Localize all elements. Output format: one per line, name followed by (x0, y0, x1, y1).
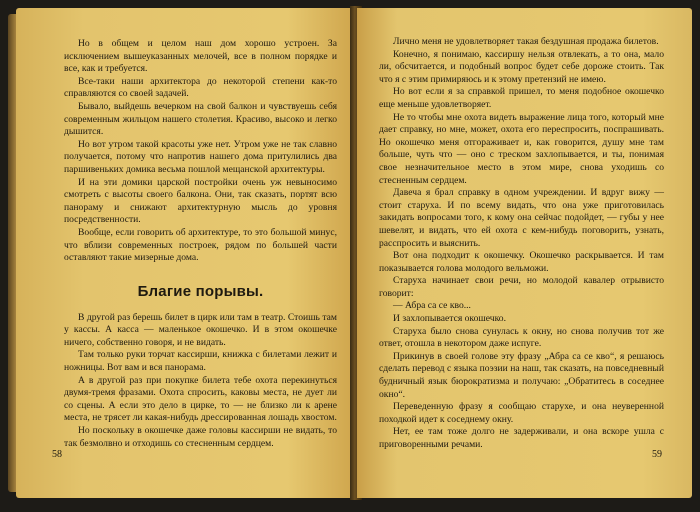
section-title: Благие порывы. (137, 282, 264, 300)
paragraph: Переведенную фразу я сообщаю старухе, и она неуверенной походкой идет к соседнему окну. (379, 401, 664, 425)
left-top-text (64, 38, 337, 265)
left-page (16, 8, 355, 498)
paragraph: Вот она подходит к окошечку. Окошечко раскрывается. И там показывается голова молодого вельможи. (379, 250, 664, 274)
paragraph: Вообще, если говорить об архитектуре, то это большой минус, что вблизи современных построек, рядом по большей части оставляют такие мизерные дома. (64, 226, 337, 264)
page-number: 59 (652, 449, 662, 460)
page-number: 58 (52, 449, 62, 460)
right-text (379, 36, 664, 452)
paragraph: Но в общем и целом наш дом хорошо устроен. За исключением вышеуказанных мелочей, все в полном порядке и все, как и требуется. (64, 38, 337, 75)
left-bottom-text (64, 312, 337, 451)
paragraph: В другой раз берешь билет в цирк или там в театр. Стоишь там у кассы. А касса — маленькое окошечко. И в этом окошечке ничего, собственно говоря, и не видать. (64, 311, 337, 348)
paragraph: Прикинув в своей голове эту фразу „Абра са се кво“, я решаюсь сделать перевод с языка поэзии на наш, так сказать, на повседневный будничный язык бюрократизма и получаю: „Обратитесь в соседнее окно“. (379, 350, 664, 400)
paragraph: Бывало, выйдешь вечерком на свой балкон и чувствуешь себя современным жильцом нашего столетия. Красиво, высоко и легко дышится. (64, 100, 337, 138)
paragraph: И захлопывается окошечко. (393, 313, 507, 325)
paragraph: Но вот если я за справкой пришел, то меня подобное окошечко еще меньше удовлетворяет. (379, 86, 664, 110)
paragraph: Нет, ее там тоже долго не задерживали, и она вскоре ушла с приговоренными речами. (379, 426, 664, 450)
paragraph: Все-таки наши архитектора до некоторой степени как-то справляются со своей задачей. (64, 75, 337, 100)
right-page (357, 8, 692, 498)
paragraph: Конечно, я понимаю, кассиршу нельзя отвлекать, а то она, мало ли, обсчитается, и подобный вопрос будет себе дороже стоить. Так что я с этим примиряюсь и к этому претензий не имею. (379, 48, 664, 85)
paragraph: — Абра са се кво... (393, 300, 471, 312)
paragraph: Но поскольку в окошечке даже головы кассирши не видать, то так безмолвно и отходишь со стесненным сердцем. (64, 425, 337, 449)
paragraph: Давеча я брал справку в одном учреждении. И вдруг вижу — стоит старуха. И по всему видать, что она уже приготовилась закидать вопросами того, к кому она сейчас подойдет, — губы у нее шевелят, и видать, что ей охота с кем-нибудь поговорить, узнать, расспросить и выяснить. (379, 187, 664, 249)
paragraph: Не то чтобы мне охота видеть выражение лица того, который мне дает справку, но мне, может, охота его переспросить, поспрашивать. Но окошечко меня отгораживает и, как говорится, душу мне там больше, чуть что — оно с треском захлопывается, и ты, понимая свое незначительное место в этом мире, снова уходишь со стесненным сердцем. (379, 111, 664, 186)
paragraph: А в другой раз при покупке билета тебе охота перекинуться двумя-тремя фразами. Охота спросить, каковы места, не дует ли со сцены. А если это дело в цирке, то — не близко ли к арене места, не трясет ли какая-нибудь дрессированная лошадь хвостом. (64, 374, 337, 424)
paragraph: Там только руки торчат кассирши, книжка с билетами лежит и ножницы. Вот вам и вся панорама. (64, 349, 337, 374)
paragraph: И на эти домики царской постройки очень уж невыносимо смотреть с высоты своего балкона. Они, так сказать, портят всю панораму и снижают архитектурную мысль до уровня посредственности. (64, 176, 337, 226)
paragraph: Старуха начинает свои речи, но молодой кавалер отрывисто говорит: (379, 275, 664, 299)
paragraph: Лично меня не удовлетворяет такая бездушная продажа билетов. (393, 36, 659, 47)
paragraph: Но вот утром такой красоты уже нет. Утром уже не так славно получается, потому что напротив нашего дома притулились два паршивеньких домика весьма пошлой мещанской архитектуры. (64, 138, 337, 175)
paragraph: Старуха было снова сунулась к окну, но снова получив тот же ответ, отошла в некотором даже испуге. (379, 325, 664, 350)
